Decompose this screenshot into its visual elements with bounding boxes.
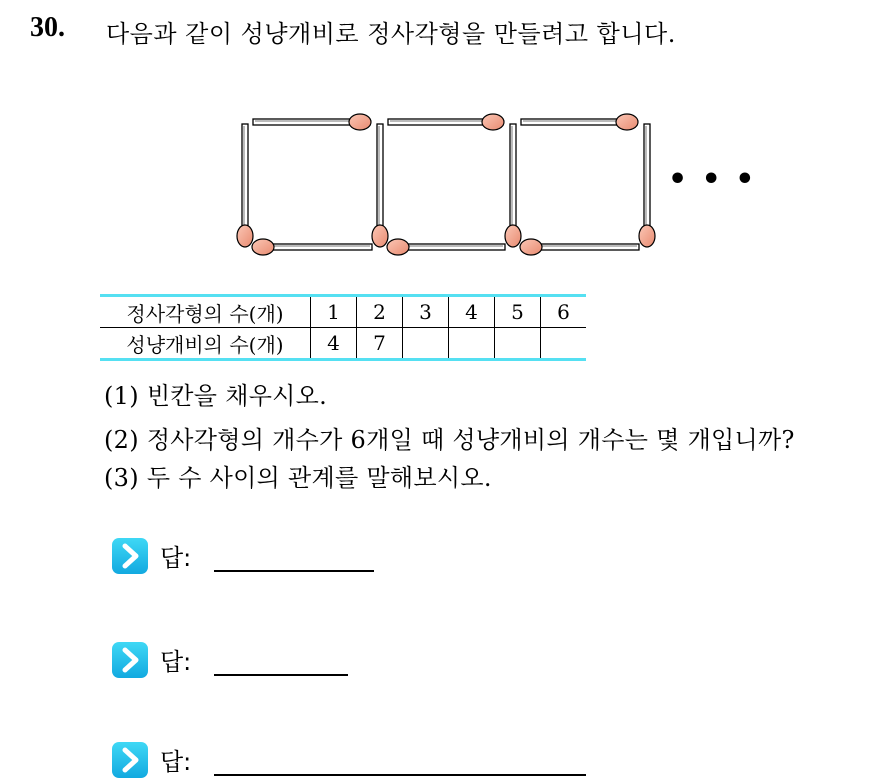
- table-cell: 6: [541, 296, 587, 328]
- matchstick-top: [388, 114, 504, 130]
- sub-question-1: (1) 빈칸을 채우시오.: [104, 382, 328, 410]
- blank-cell[interactable]: [449, 328, 495, 360]
- ellipsis: • • •: [668, 162, 757, 197]
- table-cell: 2: [357, 296, 403, 328]
- blank-cell[interactable]: [403, 328, 449, 360]
- blank-cell[interactable]: [495, 328, 541, 360]
- matchstick-bottom: [387, 239, 505, 255]
- sub-question-3: (3) 두 수 사이의 관계를 말해보시오.: [104, 464, 492, 492]
- answer-label: 답:: [160, 748, 192, 776]
- row-header: 정사각형의 수(개): [100, 296, 311, 328]
- answer-blank-2[interactable]: [214, 674, 348, 676]
- table-cell: 7: [357, 328, 403, 360]
- answer-blank-3[interactable]: [214, 774, 586, 776]
- matchstick-vertical: [639, 124, 655, 247]
- row-header: 성냥개비의 수(개): [100, 328, 311, 360]
- chevron-right-icon: [112, 538, 148, 574]
- table-cell: 3: [403, 296, 449, 328]
- answer-label: 답:: [160, 648, 192, 676]
- matchstick-bottom: [252, 239, 372, 255]
- sub-question-2: (2) 정사각형의 개수가 6개일 때 성냥개비의 개수는 몇 개입니까?: [104, 426, 795, 454]
- question-number: 30.: [30, 12, 65, 43]
- chevron-right-icon: [112, 642, 148, 678]
- table-cell: 4: [449, 296, 495, 328]
- matchstick-bottom: [520, 239, 639, 255]
- answer-blank-1[interactable]: [214, 570, 374, 572]
- question-text: 다음과 같이 성냥개비로 정사각형을 만들려고 합니다.: [106, 20, 676, 48]
- matchstick-figure: [0, 0, 884, 290]
- matchstick-vertical: [505, 124, 521, 247]
- matchstick-top: [253, 114, 371, 130]
- table-cell: 1: [311, 296, 357, 328]
- answer-label: 답:: [160, 544, 192, 572]
- table-cell: 5: [495, 296, 541, 328]
- data-table: [100, 294, 586, 361]
- table-cell: 4: [311, 328, 357, 360]
- chevron-right-icon: [112, 742, 148, 778]
- matchstick-top: [521, 114, 638, 130]
- matchstick-vertical: [372, 124, 388, 247]
- table-row: [100, 296, 586, 328]
- matchstick-vertical: [237, 124, 253, 247]
- table-row: [100, 328, 586, 360]
- blank-cell[interactable]: [541, 328, 587, 360]
